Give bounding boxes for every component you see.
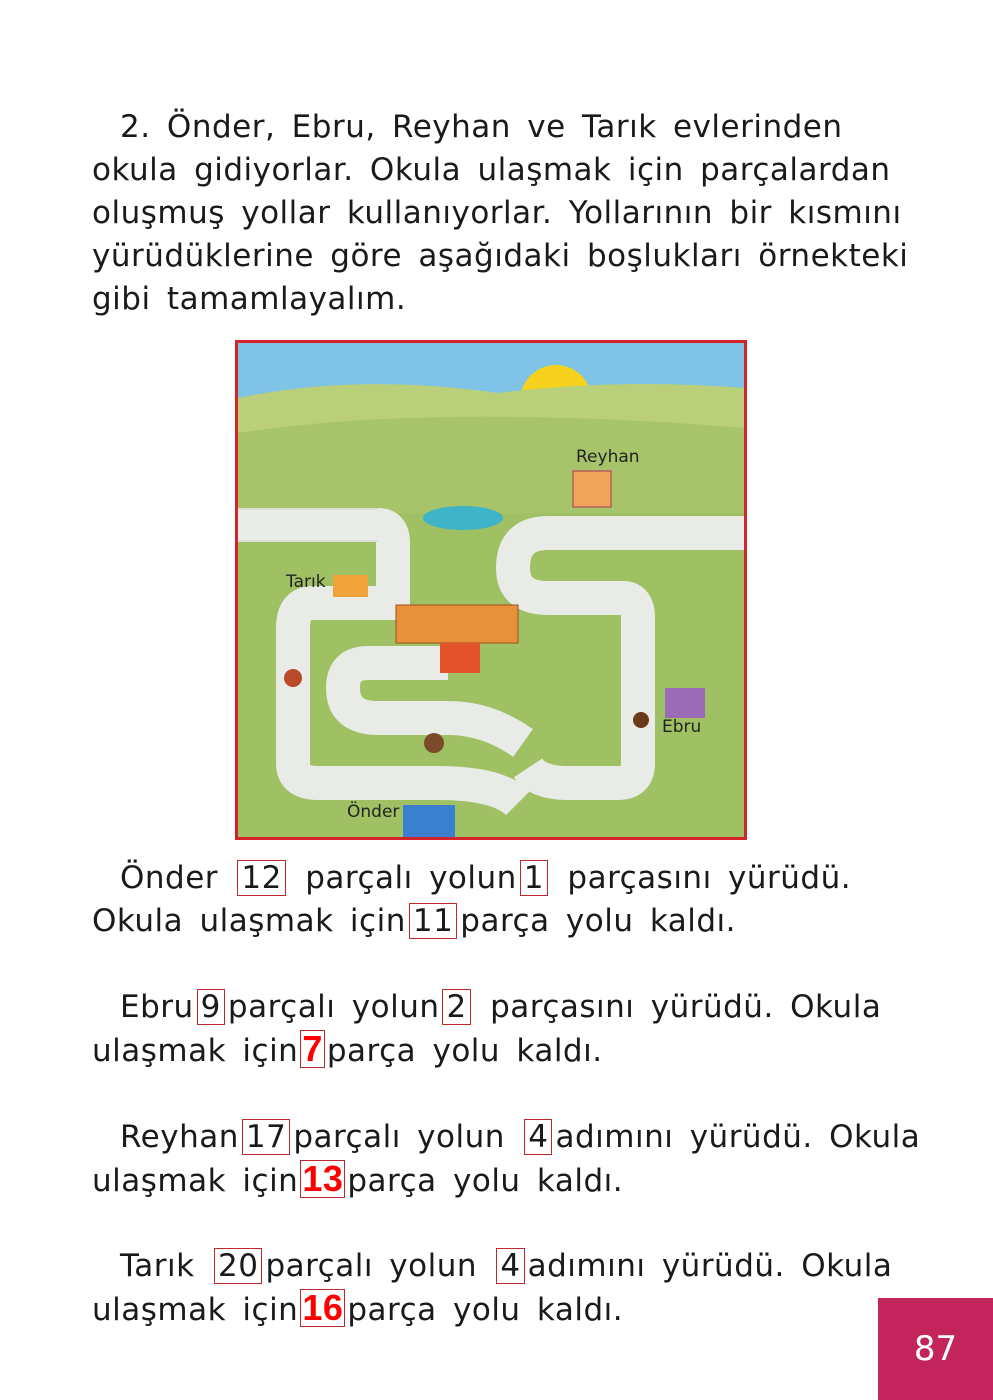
sentence-text: parça yolu kaldı. bbox=[347, 1163, 624, 1199]
sentence-text: parçalı yolun bbox=[265, 1248, 478, 1284]
sentence-text: parçalı yolun bbox=[293, 1119, 505, 1155]
answer-box[interactable]: 16 bbox=[302, 1287, 344, 1328]
walked-pieces-box: 4 bbox=[524, 1119, 552, 1155]
map-label-tarik: Tarık bbox=[286, 572, 326, 592]
sentence-text: ulaşmak için bbox=[92, 1033, 299, 1069]
child-name: Ebru bbox=[120, 989, 194, 1025]
total-pieces-box: 20 bbox=[214, 1248, 262, 1284]
question-line: okula gidiyorlar. Okula ulaşmak için parçalardan bbox=[92, 152, 891, 188]
child-name: Önder bbox=[120, 860, 219, 896]
walked-pieces-box: 1 bbox=[520, 860, 548, 896]
sentence-text: parçalı yolun bbox=[305, 860, 517, 896]
sentence-text: Okula ulaşmak için bbox=[92, 903, 406, 939]
map-label-reyhan: Reyhan bbox=[576, 447, 640, 467]
answer-box[interactable]: 7 bbox=[302, 1028, 323, 1069]
remaining-pieces-box: 11 bbox=[409, 903, 457, 939]
question-line: yürüdüklerine göre aşağıdaki boşlukları örnekteki bbox=[92, 238, 909, 274]
ebru-figure bbox=[633, 712, 649, 728]
sentence-text: adımını yürüdü. Okula bbox=[527, 1248, 893, 1284]
onder-house bbox=[403, 805, 455, 837]
sentence-text: parçalı yolun bbox=[227, 989, 440, 1025]
sentence-text: parçasını yürüdü. bbox=[567, 860, 852, 896]
tarik-figure bbox=[284, 669, 302, 687]
child-name: Tarık bbox=[120, 1248, 195, 1284]
sentence-text: parça yolu kaldı. bbox=[347, 1292, 624, 1328]
question-line: oluşmuş yollar kullanıyorlar. Yollarının bir kısmını bbox=[92, 195, 902, 231]
sentence-text: parçasını yürüdü. Okula bbox=[490, 989, 882, 1025]
map-label-onder: Önder bbox=[347, 802, 400, 822]
sentence-text: ulaşmak için bbox=[92, 1163, 299, 1199]
walked-pieces-box: 4 bbox=[496, 1248, 524, 1284]
total-pieces-box: 9 bbox=[197, 989, 225, 1025]
onder-figure bbox=[424, 733, 444, 753]
tarik-house bbox=[333, 575, 368, 597]
sentence-text: parça yolu kaldı. bbox=[326, 1033, 603, 1069]
sentence-text: ulaşmak için bbox=[92, 1292, 299, 1328]
ebru-house bbox=[665, 688, 705, 718]
reyhan-house bbox=[573, 471, 611, 507]
school-building bbox=[396, 605, 518, 643]
sentence-text: adımını yürüdü. Okula bbox=[555, 1119, 921, 1155]
pond bbox=[423, 506, 503, 530]
school-path-map bbox=[235, 340, 747, 840]
child-name: Reyhan bbox=[120, 1119, 239, 1155]
question-line: gibi tamamlayalım. bbox=[92, 281, 407, 317]
sentence-text: parça yolu kaldı. bbox=[460, 903, 737, 939]
question-line: 2. Önder, Ebru, Reyhan ve Tarık evlerinden bbox=[120, 109, 843, 145]
map-label-ebru: Ebru bbox=[662, 717, 702, 737]
total-pieces-box: 17 bbox=[242, 1119, 290, 1155]
walked-pieces-box: 2 bbox=[442, 989, 470, 1025]
answer-box[interactable]: 13 bbox=[302, 1158, 344, 1199]
page-number: 87 bbox=[878, 1298, 993, 1400]
total-pieces-box: 12 bbox=[237, 860, 285, 896]
